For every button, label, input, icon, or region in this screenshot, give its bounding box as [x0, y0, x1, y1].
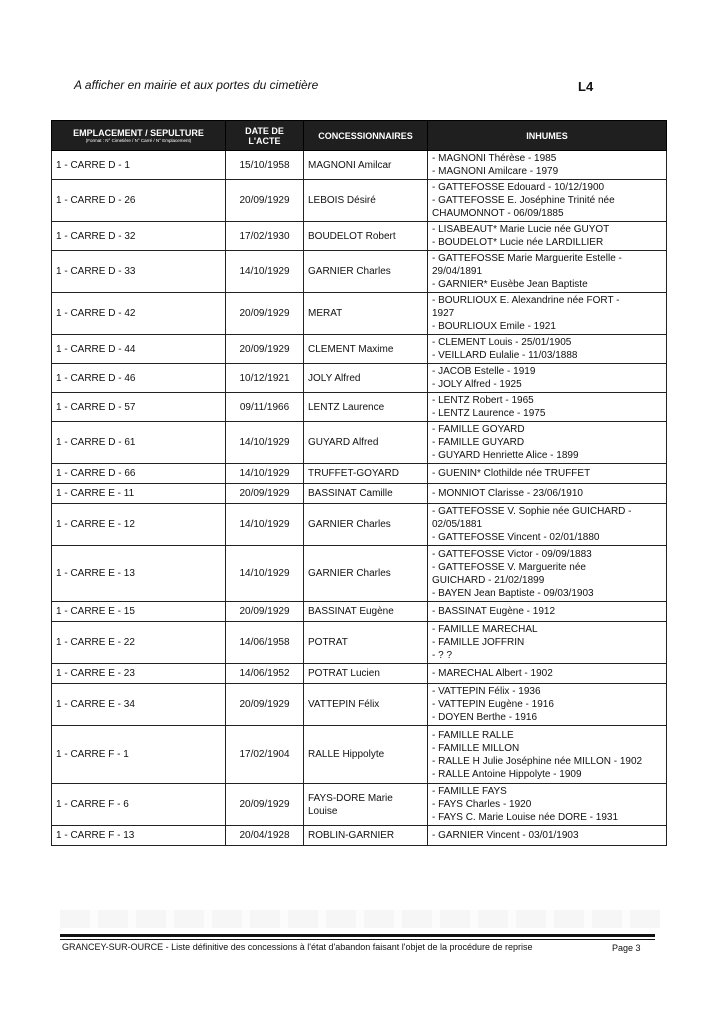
concessionnaire-line: GARNIER Charles	[308, 519, 391, 530]
table-row	[52, 726, 667, 784]
inhume-line: - GUENIN* Clothilde née TRUFFET	[432, 468, 591, 479]
cell-date-acte: 20/09/1929	[226, 180, 304, 222]
cell-emplacement: 1 - CARRE E - 11	[52, 484, 226, 504]
inhume-line: - RALLE H Julie Joséphine née MILLON - 1902	[432, 755, 643, 767]
cell-concessionnaire	[304, 222, 428, 251]
cell-concessionnaire	[304, 484, 428, 504]
inhume-line: - BOURLIOUX Emile - 1921	[432, 321, 556, 332]
inhume-line: - BAYEN Jean Baptiste - 09/03/1903	[432, 587, 594, 599]
inhume-line: - FAMILLE FAYS	[432, 786, 507, 797]
concessionnaire-line: LENTZ Laurence	[308, 401, 385, 413]
cell-concessionnaire	[304, 251, 428, 293]
inhume-line: - MAGNONI Thérèse - 1985	[432, 153, 557, 164]
cell-date-acte: 09/11/1966	[226, 393, 304, 422]
cell-date-acte: 10/12/1921	[226, 364, 304, 393]
concessions-table	[51, 120, 667, 846]
inhume-line: - JOLY Alfred - 1925	[432, 379, 522, 390]
inhume-line: - FAMILLE RALLE	[432, 729, 514, 741]
cell-concessionnaire	[304, 622, 428, 664]
cell-inhumes	[428, 335, 667, 364]
concessionnaire-line: ROBLIN-GARNIER	[308, 830, 395, 841]
table-row	[52, 335, 667, 364]
concessionnaire-line: GUYARD Alfred	[308, 437, 379, 448]
table-row	[52, 826, 667, 846]
footer-title: GRANCEY-SUR-OURCE - Liste définitive des concessions à l'état d'abandon faisant l'objet de la procédure de reprise	[62, 942, 533, 952]
cell-emplacement: 1 - CARRE D - 46	[52, 364, 226, 393]
cell-emplacement: 1 - CARRE D - 44	[52, 335, 226, 364]
table-row	[52, 504, 667, 546]
inhume-line: - LISABEAUT* Marie Lucie née GUYOT	[432, 224, 610, 235]
cell-concessionnaire	[304, 726, 428, 784]
cell-inhumes	[428, 393, 667, 422]
cell-inhumes	[428, 826, 667, 846]
cell-emplacement: 1 - CARRE F - 6	[52, 784, 226, 826]
inhume-line: 29/04/1891	[432, 266, 483, 277]
cell-date-acte: 20/09/1929	[226, 602, 304, 622]
cell-inhumes	[428, 222, 667, 251]
concessionnaire-line: CLEMENT Maxime	[308, 343, 394, 355]
col-header-concessionnaires: CONCESSIONNAIRES	[304, 121, 428, 151]
table-row	[52, 622, 667, 664]
inhume-line: - LENTZ Laurence - 1975	[432, 408, 546, 419]
concessionnaire-line: GARNIER Charles	[308, 266, 391, 277]
inhume-line: - BOUDELOT* Lucie née LARDILLIER	[432, 237, 604, 248]
cell-emplacement: 1 - CARRE D - 57	[52, 393, 226, 422]
inhume-line: - MONNIOT Clarisse - 23/06/1910	[432, 488, 583, 499]
inhume-line: - GATTEFOSSE Edouard - 10/12/1900	[432, 182, 605, 193]
cell-emplacement: 1 - CARRE E - 12	[52, 504, 226, 546]
cell-concessionnaire	[304, 393, 428, 422]
inhume-line: - GARNIER* Eusèbe Jean Baptiste	[432, 279, 588, 290]
cell-concessionnaire	[304, 784, 428, 826]
cell-date-acte: 14/10/1929	[226, 422, 304, 464]
cell-concessionnaire	[304, 464, 428, 484]
concessionnaire-line: MAGNONI Amilcar	[308, 159, 392, 171]
inhume-line: - RALLE Antoine Hippolyte - 1909	[432, 768, 582, 780]
concessionnaire-line: RALLE Hippolyte	[308, 749, 385, 760]
inhume-line: - MAGNONI Amilcare - 1979	[432, 166, 559, 177]
col-header-emplacement-label: EMPLACEMENT / SEPULTURE	[73, 128, 204, 138]
concessionnaire-line: POTRAT	[308, 637, 348, 648]
cell-emplacement: 1 - CARRE E - 34	[52, 684, 226, 726]
table-row	[52, 602, 667, 622]
table-row	[52, 151, 667, 180]
concessionnaire-line: BASSINAT Camille	[308, 488, 393, 499]
cell-emplacement: 1 - CARRE F - 1	[52, 726, 226, 784]
cell-date-acte: 14/10/1929	[226, 464, 304, 484]
cell-inhumes	[428, 484, 667, 504]
concessionnaire-line: Louise	[308, 805, 338, 817]
cell-date-acte: 20/09/1929	[226, 293, 304, 335]
inhume-line: - BOURLIOUX E. Alexandrine née FORT -	[432, 295, 620, 306]
inhume-line: - VATTEPIN Félix - 1936	[432, 686, 541, 697]
cell-concessionnaire	[304, 664, 428, 684]
posting-instruction: A afficher en mairie et aux portes du cimetière	[74, 78, 319, 92]
cell-concessionnaire	[304, 364, 428, 393]
concessionnaire-line: TRUFFET-GOYARD	[308, 468, 399, 479]
cell-inhumes	[428, 293, 667, 335]
table-row	[52, 484, 667, 504]
inhume-line: GUICHARD - 21/02/1899	[432, 574, 545, 586]
cell-emplacement: 1 - CARRE D - 33	[52, 251, 226, 293]
cell-date-acte: 15/10/1958	[226, 151, 304, 180]
concessionnaire-line: LEBOIS Désiré	[308, 195, 376, 206]
inhume-line: - JACOB Estelle - 1919	[432, 366, 536, 377]
cell-inhumes	[428, 151, 667, 180]
cell-concessionnaire	[304, 546, 428, 602]
cell-concessionnaire	[304, 826, 428, 846]
table-row	[52, 664, 667, 684]
inhume-line: CHAUMONNOT - 06/09/1885	[432, 208, 564, 219]
cell-inhumes	[428, 504, 667, 546]
cell-date-acte: 17/02/1930	[226, 222, 304, 251]
col-header-emplacement-format: (Format : N° Cimetière / N° Carré / N° Emplacement)	[85, 138, 192, 143]
inhume-line: - LENTZ Robert - 1965	[432, 395, 534, 406]
cell-date-acte: 14/10/1929	[226, 546, 304, 602]
inhume-line: - VEILLARD Eulalie - 11/03/1888	[432, 350, 578, 361]
cell-emplacement: 1 - CARRE E - 13	[52, 546, 226, 602]
cell-date-acte: 14/10/1929	[226, 251, 304, 293]
table-row	[52, 180, 667, 222]
inhume-line: - VATTEPIN Eugène - 1916	[432, 699, 554, 710]
inhume-line: - GATTEFOSSE V. Sophie née GUICHARD -	[432, 506, 632, 517]
cell-emplacement: 1 - CARRE E - 22	[52, 622, 226, 664]
cell-date-acte: 14/10/1929	[226, 504, 304, 546]
inhume-line: - GATTEFOSSE Vincent - 02/01/1880	[432, 532, 600, 543]
cell-concessionnaire	[304, 151, 428, 180]
cell-inhumes	[428, 726, 667, 784]
cell-emplacement: 1 - CARRE D - 1	[52, 151, 226, 180]
inhume-line: - FAMILLE GOYARD	[432, 424, 525, 435]
cell-date-acte: 20/09/1929	[226, 484, 304, 504]
inhume-line: - GATTEFOSSE Marie Marguerite Estelle -	[432, 253, 622, 264]
col-header-date-line1: DATE DE	[245, 125, 284, 136]
cell-date-acte: 14/06/1952	[226, 664, 304, 684]
col-header-inhumes: INHUMES	[428, 121, 667, 151]
inhume-line: - CLEMENT Louis - 25/01/1905	[432, 337, 572, 348]
concessionnaire-line: GARNIER Charles	[308, 568, 391, 579]
cell-emplacement: 1 - CARRE E - 15	[52, 602, 226, 622]
cell-concessionnaire	[304, 602, 428, 622]
cell-inhumes	[428, 664, 667, 684]
inhume-line: - GUYARD Henriette Alice - 1899	[432, 450, 579, 461]
cell-inhumes	[428, 784, 667, 826]
cell-date-acte: 17/02/1904	[226, 726, 304, 784]
table-row	[52, 684, 667, 726]
cell-concessionnaire	[304, 335, 428, 364]
concessionnaire-line: VATTEPIN Félix	[308, 699, 380, 710]
concessionnaire-line: JOLY Alfred	[308, 372, 361, 384]
cell-date-acte: 14/06/1958	[226, 622, 304, 664]
inhume-line: - ? ?	[432, 650, 453, 661]
concessionnaire-line: BASSINAT Eugène	[308, 606, 394, 617]
table-row	[52, 364, 667, 393]
table-row	[52, 464, 667, 484]
inhume-line: - FAMILLE GUYARD	[432, 437, 525, 448]
footer-divider-thin	[60, 939, 655, 940]
cell-inhumes	[428, 364, 667, 393]
cell-emplacement: 1 - CARRE D - 66	[52, 464, 226, 484]
inhume-line: - FAMILLE JOFFRIN	[432, 637, 525, 648]
table-row	[52, 393, 667, 422]
cell-emplacement: 1 - CARRE D - 32	[52, 222, 226, 251]
inhume-line: - FAMILLE MILLON	[432, 742, 520, 754]
concessionnaire-line: FAYS-DORE Marie	[308, 792, 393, 804]
inhume-line: - FAMILLE MARECHAL	[432, 624, 538, 635]
cell-concessionnaire	[304, 684, 428, 726]
inhume-line: - MARECHAL Albert - 1902	[432, 668, 553, 679]
table-row	[52, 546, 667, 602]
inhume-line: - GATTEFOSSE Victor - 09/09/1883	[432, 548, 592, 560]
cell-inhumes	[428, 546, 667, 602]
concessionnaire-line: MERAT	[308, 308, 343, 319]
cell-concessionnaire	[304, 504, 428, 546]
cell-inhumes	[428, 602, 667, 622]
col-header-emplacement	[52, 121, 226, 151]
cell-concessionnaire	[304, 293, 428, 335]
inhume-line: - FAYS C. Marie Louise née DORE - 1931	[432, 812, 619, 823]
col-header-date	[226, 121, 304, 151]
inhume-line: - GATTEFOSSE V. Marguerite née	[432, 561, 586, 573]
cell-inhumes	[428, 684, 667, 726]
cell-inhumes	[428, 251, 667, 293]
cell-date-acte: 20/04/1928	[226, 826, 304, 846]
cell-concessionnaire	[304, 180, 428, 222]
table-row	[52, 293, 667, 335]
cell-inhumes	[428, 464, 667, 484]
cell-date-acte: 20/09/1929	[226, 684, 304, 726]
table-body	[52, 151, 667, 846]
inhume-line: - GARNIER Vincent - 03/01/1903	[432, 830, 579, 841]
cell-concessionnaire	[304, 422, 428, 464]
table-row	[52, 784, 667, 826]
faded-bleed-through-text	[60, 910, 660, 928]
inhume-line: - BASSINAT Eugène - 1912	[432, 606, 556, 617]
list-code: L4	[578, 79, 594, 94]
footer-divider	[60, 934, 655, 937]
concessionnaire-line: POTRAT Lucien	[308, 668, 380, 679]
cell-inhumes	[428, 422, 667, 464]
cell-date-acte: 20/09/1929	[226, 784, 304, 826]
inhume-line: - GATTEFOSSE E. Joséphine Trinité née	[432, 195, 615, 206]
page-number: Page 3	[612, 943, 641, 953]
cell-emplacement: 1 - CARRE D - 42	[52, 293, 226, 335]
inhume-line: - DOYEN Berthe - 1916	[432, 712, 538, 723]
inhume-line: 1927	[432, 308, 455, 319]
cell-emplacement: 1 - CARRE F - 13	[52, 826, 226, 846]
cell-emplacement: 1 - CARRE E - 23	[52, 664, 226, 684]
col-header-date-line2: L'ACTE	[248, 135, 281, 146]
cell-emplacement: 1 - CARRE D - 26	[52, 180, 226, 222]
table-row	[52, 422, 667, 464]
cell-inhumes	[428, 180, 667, 222]
concessionnaire-line: BOUDELOT Robert	[308, 230, 396, 242]
table-header-row	[52, 121, 667, 151]
table-row	[52, 222, 667, 251]
table-row	[52, 251, 667, 293]
cell-inhumes	[428, 622, 667, 664]
cell-date-acte: 20/09/1929	[226, 335, 304, 364]
inhume-line: - FAYS Charles - 1920	[432, 799, 532, 810]
inhume-line: 02/05/1881	[432, 519, 483, 530]
cell-emplacement: 1 - CARRE D - 61	[52, 422, 226, 464]
